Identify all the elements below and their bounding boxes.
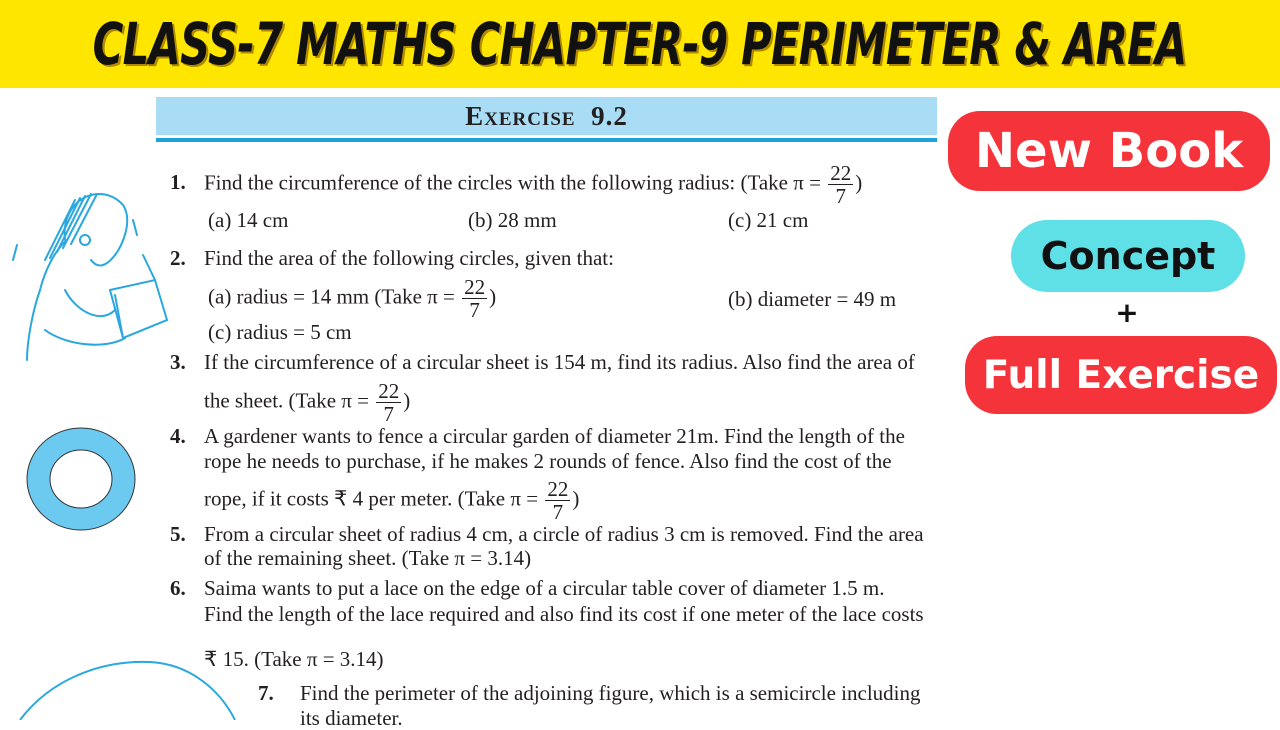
question-3-line-2	[204, 380, 410, 425]
question-number: 3.	[170, 350, 186, 374]
question-4-line-2: rope he needs to purchase, if he makes 2 rounds of fence. Also find the cost of the	[204, 449, 892, 473]
numerator: 22	[464, 275, 486, 299]
question-4-line-3	[204, 478, 579, 523]
paren: )	[855, 170, 863, 195]
option-text: (a) radius = 14 mm (Take π =	[208, 284, 455, 309]
question-text: If the circumference of a circular sheet is 154 m, find its radius. Also find the area of	[204, 350, 915, 374]
question-text: Find the circumference of the circles with the following radius: (Take π =	[204, 170, 821, 195]
denominator: 7	[552, 500, 564, 524]
concept-badge: Concept	[1011, 220, 1245, 292]
new-book-badge: New Book	[948, 111, 1270, 191]
question-2	[170, 246, 614, 270]
question-6-line-3: ₹ 15. (Take π = 3.14)	[204, 647, 384, 671]
exercise-label: Exercise	[465, 100, 576, 131]
question-7	[258, 681, 921, 705]
question-text: the sheet. (Take π =	[204, 388, 369, 413]
paren: )	[403, 388, 411, 413]
full-exercise-badge: Full Exercise	[965, 336, 1277, 414]
fraction	[376, 380, 401, 425]
q2-option-a	[208, 276, 496, 321]
question-3	[170, 350, 915, 374]
question-text: Find the perimeter of the adjoining figure, which is a semicircle including	[300, 681, 921, 705]
question-number: 6.	[170, 576, 186, 600]
exercise-rule	[156, 138, 937, 142]
question-4	[170, 424, 905, 448]
video-title: CLASS-7 MATHS CHAPTER-9 PERIMETER & AREA	[93, 10, 1187, 78]
denominator: 7	[469, 298, 480, 322]
question-text: From a circular sheet of radius 4 cm, a circle of radius 3 cm is removed. Find the area	[204, 522, 924, 546]
q1-option-a: (a) 14 cm	[208, 208, 289, 232]
fraction	[462, 276, 487, 321]
question-number: 5.	[170, 522, 186, 546]
denominator: 7	[383, 402, 394, 426]
question-number: 4.	[170, 424, 186, 448]
plus-sign: +	[1115, 296, 1139, 329]
paren: )	[572, 486, 580, 511]
denominator: 7	[835, 184, 846, 208]
numerator: 22	[547, 477, 569, 501]
question-6-line-2: Find the length of the lace required and also find its cost if one meter of the lace costs	[204, 602, 924, 626]
question-6	[170, 576, 884, 600]
question-5	[170, 522, 924, 546]
question-1	[170, 162, 862, 207]
q1-option-b: (b) 28 mm	[468, 208, 557, 232]
question-number: 1.	[170, 170, 186, 195]
numerator: 22	[378, 379, 400, 403]
exercise-header	[156, 97, 937, 135]
paren: )	[489, 284, 497, 309]
q2-option-c: (c) radius = 5 cm	[208, 320, 352, 344]
fraction	[545, 478, 570, 523]
exercise-number: 9.2	[591, 100, 628, 131]
title-banner	[0, 0, 1280, 88]
numerator: 22	[830, 161, 852, 185]
q2-option-b: (b) diameter = 49 m	[728, 287, 897, 311]
fraction	[828, 162, 853, 207]
q1-option-c: (c) 21 cm	[728, 208, 809, 232]
question-number: 7.	[258, 681, 274, 705]
ring-figure	[26, 426, 138, 532]
question-text: A gardener wants to fence a circular garden of diameter 21m. Find the length of the	[204, 424, 905, 448]
question-text: rope, if it costs ₹ 4 per meter. (Take π =	[204, 486, 539, 511]
girl-reading-illustration	[5, 160, 170, 370]
question-text: Saima wants to put a lace on the edge of a circular table cover of diameter 1.5 m.	[204, 576, 885, 600]
exercise-title	[465, 101, 628, 132]
question-number: 2.	[170, 246, 186, 270]
question-5-line-2: of the remaining sheet. (Take π = 3.14)	[204, 546, 532, 570]
question-text: Find the area of the following circles, given that:	[204, 246, 614, 270]
question-7-line-2: its diameter.	[300, 706, 403, 730]
